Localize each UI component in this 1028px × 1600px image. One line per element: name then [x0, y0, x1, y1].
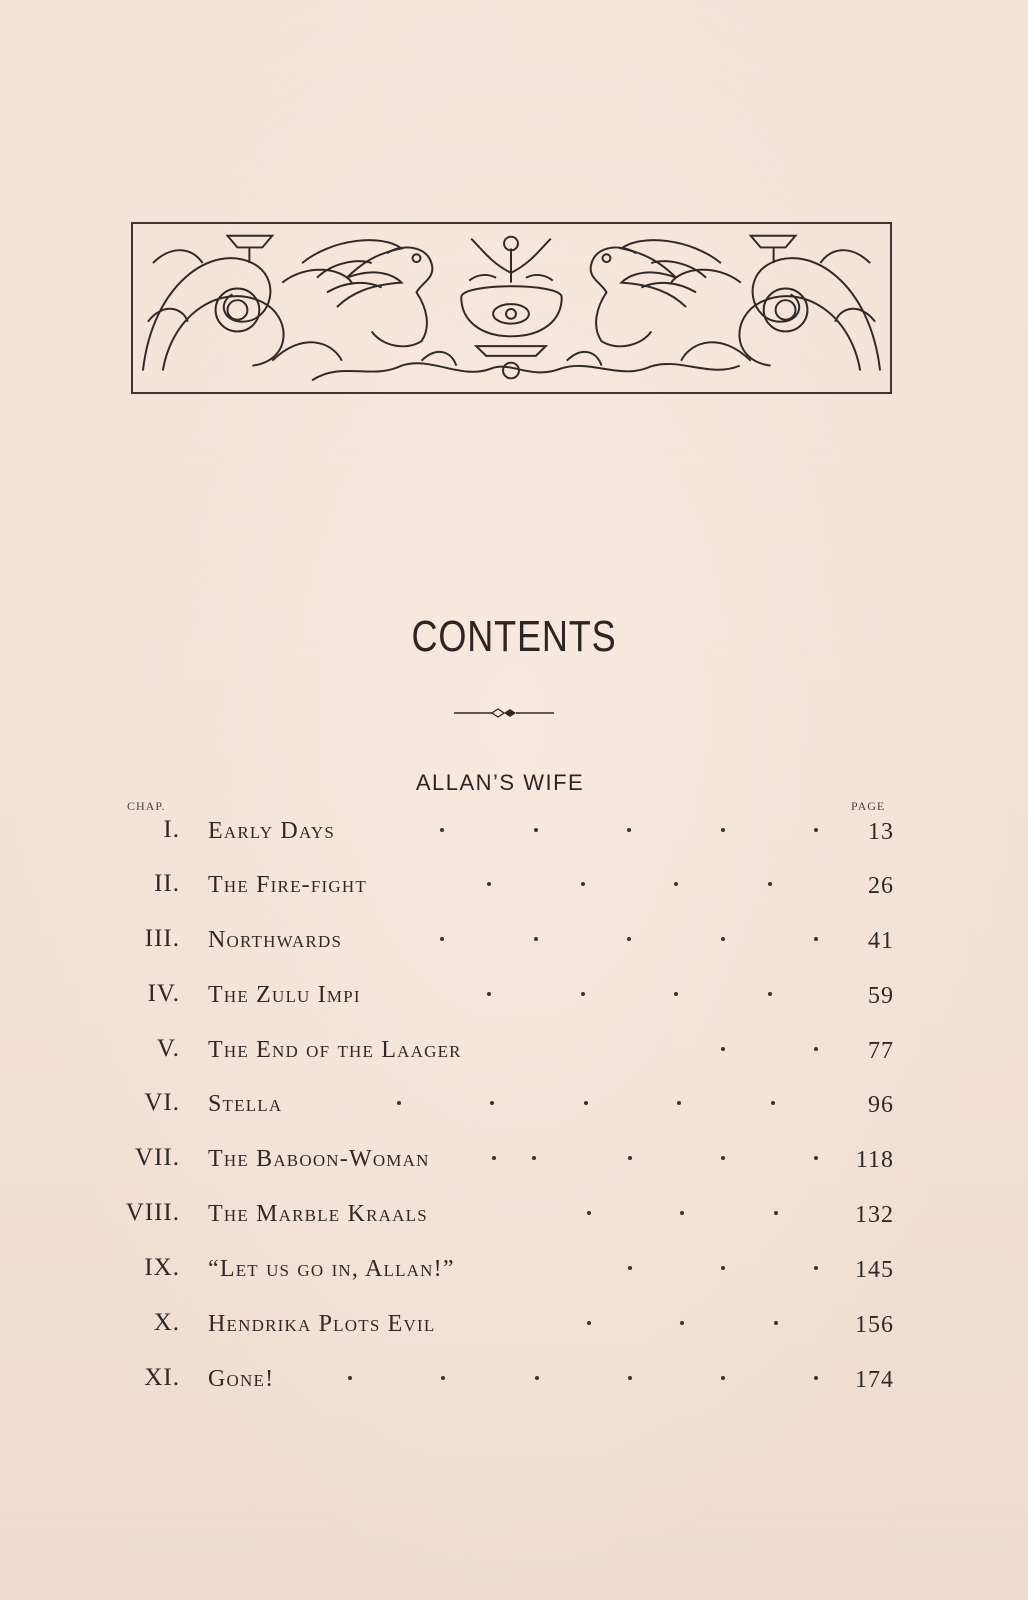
toc-row-1: [0, 816, 1028, 856]
chapter-numeral: I.: [163, 816, 180, 843]
toc-row-9: [0, 1254, 1028, 1294]
ornament-engraving-icon: [133, 224, 890, 392]
chapter-page: 41: [868, 928, 894, 954]
chapter-title: Early Days: [208, 818, 336, 844]
chapter-page: 77: [868, 1038, 894, 1064]
toc-row-5: [0, 1035, 1028, 1075]
chapter-numeral: III.: [144, 925, 180, 952]
chapter-numeral: VI.: [144, 1089, 180, 1116]
page-title: CONTENTS: [411, 612, 617, 661]
chapter-numeral: VII.: [135, 1144, 180, 1171]
toc-row-11: [0, 1364, 1028, 1404]
chapter-page: 174: [855, 1367, 894, 1393]
toc-row-4: [0, 980, 1028, 1020]
chapter-page: 59: [868, 983, 894, 1009]
chapter-title: Northwards: [208, 927, 343, 953]
toc-row-8: [0, 1199, 1028, 1239]
toc-row-2: [0, 870, 1028, 910]
chapter-title: Stella: [208, 1091, 283, 1117]
chapter-page: 96: [868, 1092, 894, 1118]
chapter-page: 26: [868, 873, 894, 899]
toc-row-3: [0, 925, 1028, 965]
chapter-page: 13: [868, 819, 894, 845]
chapter-column-header: CHAP.: [127, 799, 166, 813]
chapter-page: 118: [855, 1147, 894, 1173]
toc-row-10: [0, 1309, 1028, 1349]
rule-ornament-icon: [454, 706, 554, 720]
chapter-title: Gone!: [208, 1366, 275, 1392]
chapter-page: 145: [855, 1257, 894, 1283]
toc-row-6: [0, 1089, 1028, 1129]
chapter-title: The End of the Laager: [208, 1037, 462, 1063]
chapter-title: Hendrika Plots Evil: [208, 1311, 436, 1337]
chapter-numeral: VIII.: [125, 1199, 180, 1226]
page-column-header: PAGE: [851, 799, 886, 813]
chapter-title: The Baboon-Woman: [208, 1146, 430, 1172]
chapter-title: The Fire-fight: [208, 872, 367, 898]
chapter-page: 156: [855, 1312, 894, 1338]
chapter-numeral: X.: [153, 1309, 180, 1336]
chapter-page: 132: [855, 1202, 894, 1228]
chapter-title: “Let us go in, Allan!”: [208, 1256, 455, 1282]
section-title: ALLAN’S WIFE: [415, 770, 585, 795]
toc-row-7: [0, 1144, 1028, 1184]
chapter-numeral: XI.: [144, 1364, 180, 1391]
chapter-title: The Zulu Impi: [208, 982, 361, 1008]
chapter-numeral: IX.: [144, 1254, 180, 1281]
chapter-title: The Marble Kraals: [208, 1201, 428, 1227]
chapter-numeral: IV.: [147, 980, 180, 1007]
decorative-headpiece: [131, 222, 892, 394]
chapter-numeral: V.: [156, 1035, 180, 1062]
chapter-numeral: II.: [154, 870, 180, 897]
